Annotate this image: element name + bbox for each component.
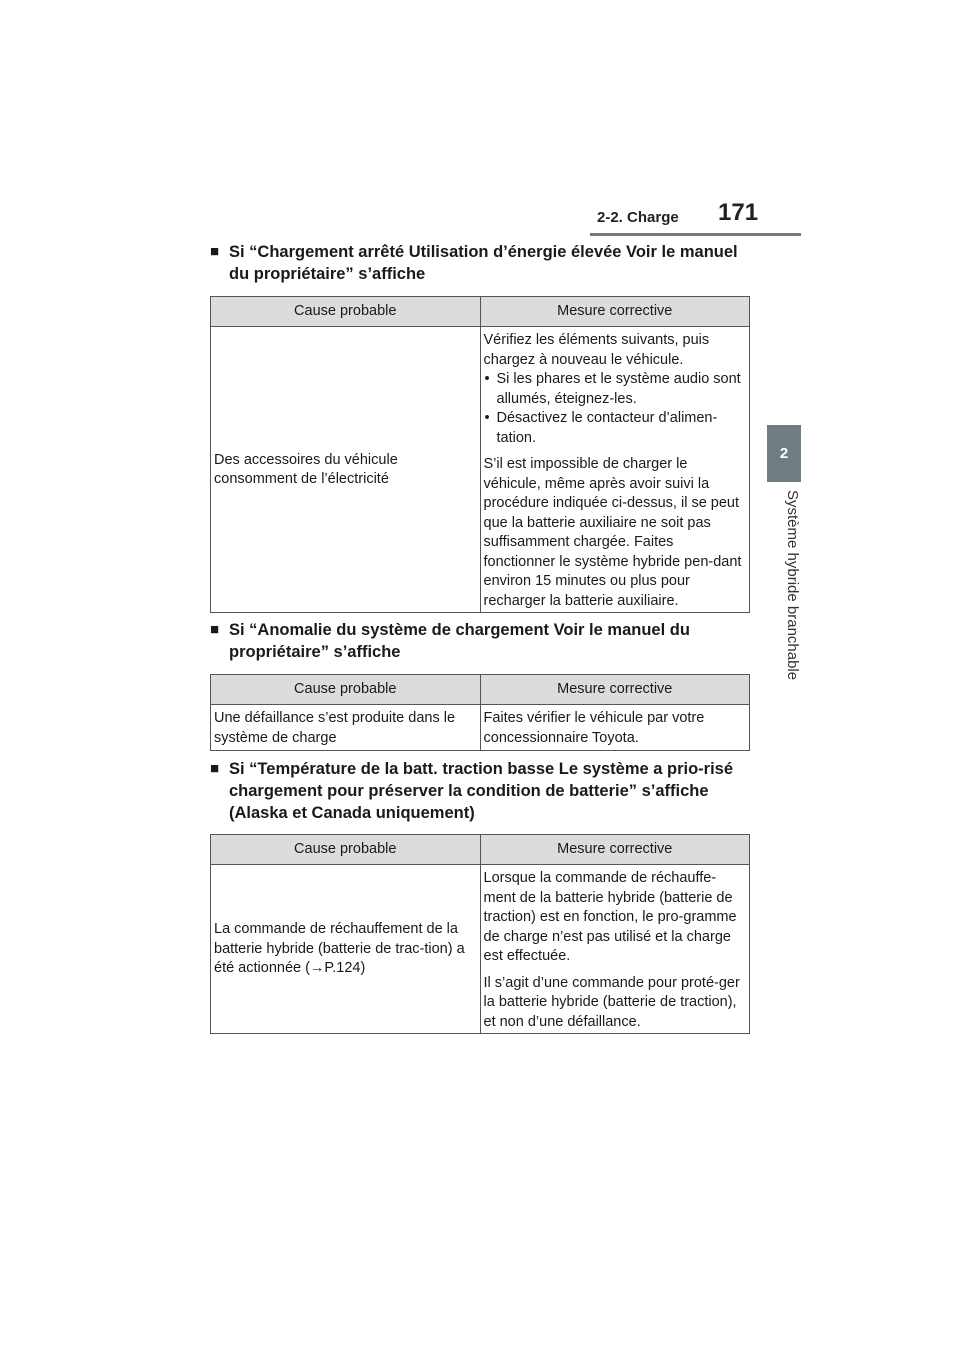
table-header-row xyxy=(211,297,749,327)
table-3 xyxy=(210,834,750,1034)
measure-cell: Faites vérifier le véhicule par votre concessionnaire Toyota. xyxy=(480,705,750,751)
section-title: 2-2. Charge xyxy=(597,209,679,226)
bullet-dot-icon: • xyxy=(484,410,490,426)
list-item: • Si les phares et le système audio sont allumés, éteignez-les. xyxy=(484,371,741,407)
table-1 xyxy=(210,296,750,613)
cause-cell: Une défaillance s’est produite dans le système de charge xyxy=(214,710,456,746)
square-bullet-icon: ■ xyxy=(210,760,220,777)
cause-cell: La commande de réchauffement de la batterie hybride (batterie de trac-tion) a été actionnée (→P.124) xyxy=(214,921,465,977)
bullet-dot-icon: • xyxy=(484,371,490,387)
header-cause: Cause probable xyxy=(294,840,397,857)
header-measure: Mesure corrective xyxy=(480,297,750,326)
table-header-row xyxy=(211,835,749,865)
cause-cell: Des accessoires du véhicule consomment de l’électricité xyxy=(214,451,398,487)
chapter-label: Système hybride branchable xyxy=(784,490,801,681)
square-bullet-icon: ■ xyxy=(210,621,220,638)
measure-cell: Lorsque la commande de réchauffe-ment de la batterie hybride (batterie de traction) est en fonction, le pro-gramme de charge n’est pas utilisé et la charge est effectuée. Il s’agit d’une commande pour proté-ger la batterie hybride (batterie de traction), et non d’une défaillance. xyxy=(480,865,750,1034)
square-bullet-icon: ■ xyxy=(210,243,220,260)
chapter-tab: 2 xyxy=(767,425,801,482)
list-item: • Désactivez le contacteur d’alimen-tation. xyxy=(484,410,718,446)
header-cause: Cause probable xyxy=(294,302,397,319)
section-heading-3: ■ Si “Température de la batt. traction basse Le système a prio-risé chargement pour préserver la condition de batterie” s’affiche (Alaska et Canada uniquement) xyxy=(210,760,734,822)
header-divider xyxy=(590,233,801,236)
header-cause: Cause probable xyxy=(294,680,397,697)
header-measure: Mesure corrective xyxy=(480,675,750,704)
table-row xyxy=(211,327,749,613)
section-heading-2: ■ Si “Anomalie du système de chargement Voir le manuel du propriétaire” s’affiche xyxy=(210,621,690,661)
table-header-row xyxy=(211,675,749,705)
table-row xyxy=(211,865,749,1034)
header-measure: Mesure corrective xyxy=(480,835,750,864)
page-number: 171 xyxy=(718,199,759,226)
table-2 xyxy=(210,674,750,751)
section-heading-1: ■ Si “Chargement arrêté Utilisation d’énergie élevée Voir le manuel du propriétaire” s’affiche xyxy=(210,243,738,283)
table-row xyxy=(211,705,749,751)
measure-cell: Vérifiez les éléments suivants, puis chargez à nouveau le véhicule. • Si les phares et le système audio sont allumés, éteignez-les. • Désactivez le contacteur d’alimen-tation. S’il est impossible de charger le véhicule, même après avoir suivi la procédure indiquée ci-dessus, il se peut que la batterie auxiliaire ne soit pas suffisamment chargée. Faites fonctionner le système hybride pen-dant environ 15 minutes ou plus pour recharger la batterie auxiliaire. xyxy=(480,327,750,613)
